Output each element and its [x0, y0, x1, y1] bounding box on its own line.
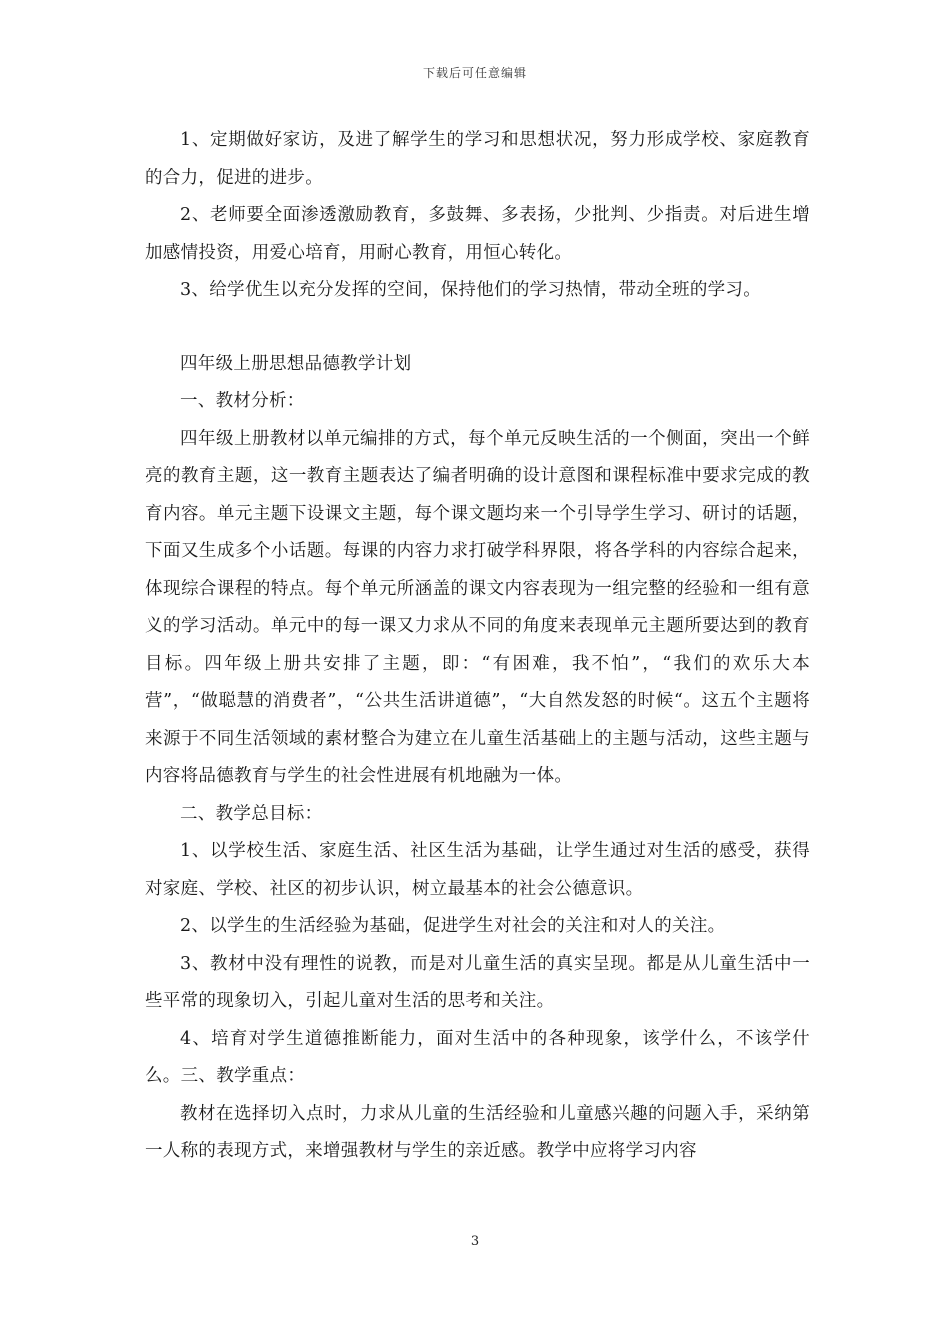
paragraph: 1、以学校生活、家庭生活、社区生活为基础，让学生通过对生活的感受，获得对家庭、学校、社区的初步认识，树立最基本的社会公德意识。: [145, 841, 810, 899]
paragraph: 3、给学优生以充分发挥的空间，保持他们的学习热情，带动全班的学习。: [180, 280, 762, 300]
section-gap: [145, 310, 810, 346]
paragraph: 2、以学生的生活经验为基础，促进学生对社会的关注和对人的关注。: [180, 916, 726, 936]
paragraph: 3、教材中没有理性的说教，而是对儿童生活的真实呈现。都是从儿童生活中一些平常的现象切入，引起儿童对生活的思考和关注。: [145, 953, 810, 1011]
document-body: [145, 122, 810, 1171]
section-heading: 二、教学总目标：: [180, 803, 323, 824]
paragraph: 4、培育对学生道德推断能力，面对生活中的各种现象，该学什么，不该学什么。三、教学重点：: [145, 1028, 810, 1086]
section-title: 四年级上册思想品德教学计划: [180, 353, 412, 374]
page-number: 3: [470, 1234, 480, 1249]
paragraph: 四年级上册教材以单元编排的方式，每个单元反映生活的一个侧面，突出一个鲜亮的教育主题，这一教育主题表达了编者明确的设计意图和课程标准中要求完成的教育内容。单元主题下设课文主题，每个课文题均来一个引导学生学习、研讨的话题，下面又生成多个小话题。每课的内容力求打破学科界限，将各学科的内容综合起来，体现综合课程的特点。每个单元所涵盖的课文内容表现为一组完整的经验和一组有意义的学习活动。单元中的每一课又力求从不同的角度来表现单元主题所要达到的教育目标。四年级上册共安排了主题，即：“有困难，我不怕”，“我们的欢乐大本营”，“做聪慧的消费者”，“公共生活讲道德”，“大自然发怒的时候“。这五个主题将来源于不同生活领域的素材整合为建立在儿童生活基础上的主题与活动，这些主题与内容将品德教育与学生的社会性进展有机地融为一体。: [145, 428, 810, 786]
paragraph: 1、定期做好家访，及进了解学生的学习和思想状况，努力形成学校、家庭教育的合力，促进的进步。: [145, 130, 810, 188]
paragraph: 教材在选择切入点时，力求从儿童的生活经验和儿童感兴趣的问题入手，采纳第一人称的表现方式，来增强教材与学生的亲近感。教学中应将学习内容: [145, 1103, 810, 1161]
section-heading: 一、教材分析：: [180, 391, 305, 411]
paragraph: 2、老师要全面渗透激励教育，多鼓舞、多表扬，少批判、少指责。对后进生增加感情投资，用爱心培育，用耐心教育，用恒心转化。: [145, 205, 810, 263]
page-header: 下载后可任意编辑: [422, 66, 527, 80]
